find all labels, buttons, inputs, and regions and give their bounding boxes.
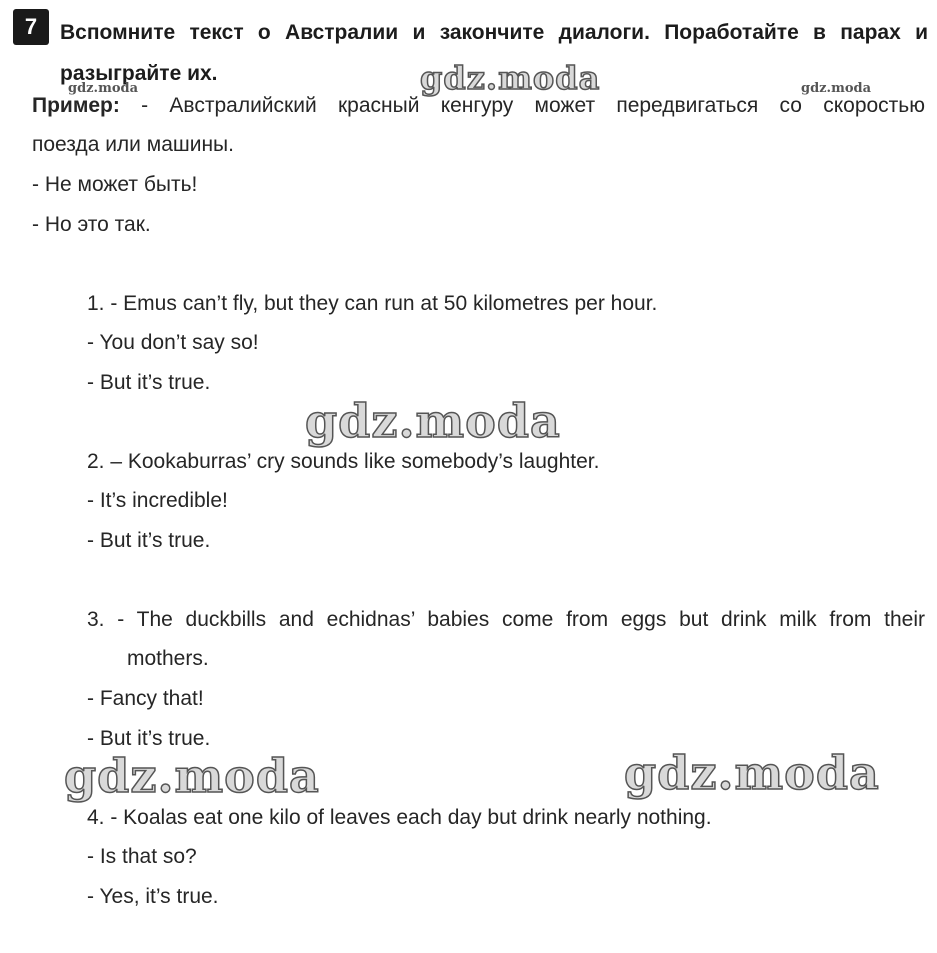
watermark-bottom-left: gdz.moda [64,749,320,803]
dialogue-2-line-3: - But it’s true. [87,529,211,552]
dialogue-4-line-3: - Yes, it’s true. [87,885,219,908]
task-number-badge: 7 [13,9,49,45]
dialogue-1-line-3: - But it’s true. [87,371,211,394]
example-line-1-end: поезда или машины. [32,133,234,156]
dialogue-2-line-1: 2. – Kookaburras’ cry sounds like somebody’s laughter. [87,450,600,473]
watermark-small-right: gdz.moda [801,81,872,96]
dialogue-1-line-2: - You don’t say so! [87,331,259,354]
dialogue-4-line-1: 4. - Koalas eat one kilo of leaves each day but drink nearly nothing. [87,806,712,829]
dialogue-4-line-2: - Is that so? [87,845,197,868]
dialogue-1-line-1: 1. - Emus can’t fly, but they can run at 50 kilometres per hour. [87,292,658,315]
example-line-2: - Не может быть! [32,173,198,196]
watermark-middle: gdz.moda [305,394,561,448]
example-text-start: - Австралийский красный кенгуру может передвигаться со скоростью [141,94,925,117]
example-line-3: - Но это так. [32,213,151,236]
dialogue-2-line-2: - It’s incredible! [87,489,228,512]
watermark-top-center: gdz.moda [420,59,601,97]
task-heading: Вспомните текст о Австралии и закончите диалоги. Поработайте в парах и разыграйте их. [60,21,928,85]
dialogue-3-line-1-cont: mothers. [127,647,209,670]
watermark-bottom-right: gdz.moda [624,746,880,800]
example-label: Пример: [32,94,120,117]
watermark-small-left: gdz.moda [68,81,139,96]
dialogue-3-line-3: - But it’s true. [87,727,211,750]
dialogue-3-line-1: 3. - The duckbills and echidnas’ babies come from eggs but drink milk from their [87,608,925,631]
dialogue-3-line-2: - Fancy that! [87,687,204,710]
